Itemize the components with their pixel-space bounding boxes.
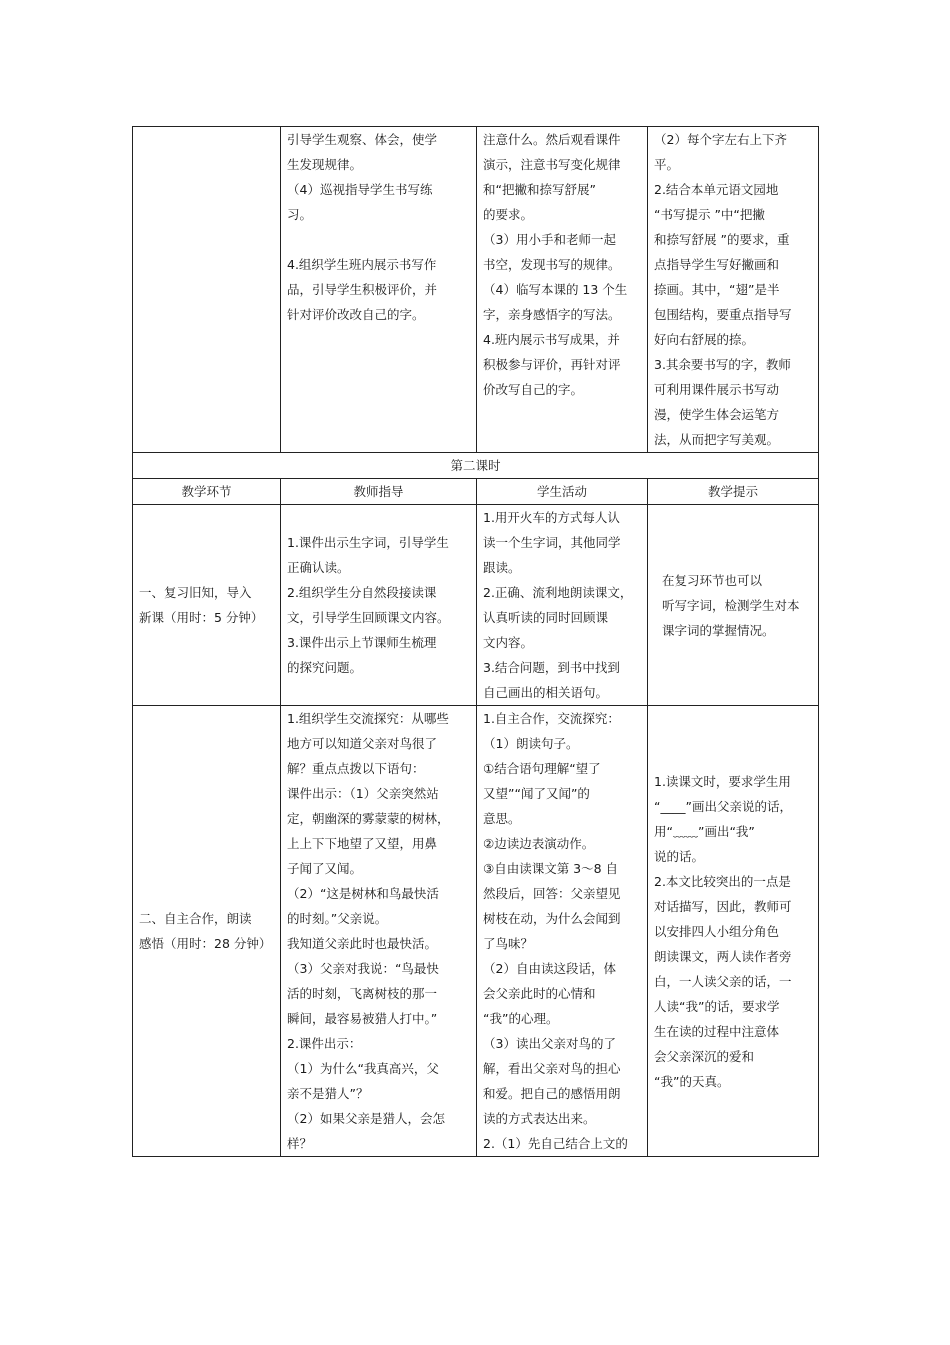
text-line: 好向右舒展的捺。 [654,332,755,347]
text-line: 瞬间，最容易被猎人打中。” [287,1011,438,1026]
text-line: “我”的天真。 [654,1073,730,1089]
text-line: 以安排四人小组分角色 [654,923,780,939]
text-line: 在复习环节也可以 [662,572,763,588]
text-line: 习。 [287,207,313,222]
text-line: 朗读课文，两人读作者旁 [654,948,792,964]
text-line: 亲不是猎人”？ [287,1086,369,1101]
text-line: 听写字词，检测学生对本 [662,597,800,613]
cell-tip-review [648,505,819,706]
cell-teacher-review [281,505,477,706]
text-line: 说的话。 [654,848,705,864]
text-line: 读的方式表达出来。 [483,1111,596,1126]
text-line: 4.班内展示书写成果，并 [483,332,620,347]
text-line: 2.正确、流利地朗读课文， [483,585,633,600]
text-line: （2）“这是树林和鸟最快活 [287,886,439,901]
text-line: 的要求。 [483,207,534,222]
text-line: 文内容。 [483,635,534,650]
text-line: 和爱。把自己的感悟用朗 [483,1086,621,1101]
text-line: 活的时刻，飞离树枝的那一 [287,986,438,1001]
text-line [287,227,470,252]
text-line: 3.其余要书写的字，教师 [654,357,791,372]
text-line: 价改写自己的字。 [483,382,584,397]
text-line: 漫，使学生体会运笔方 [654,407,780,422]
text-line: （1）朗读句子。 [483,736,579,751]
text-line: 生发现规律。 [287,157,363,172]
text-line: 自己画出的相关语句。 [483,685,609,700]
review-row [133,505,819,706]
text-line: 2.本文比较突出的一点是 [654,873,791,889]
text-line: 2.（1）先自己结合上文的 [483,1136,628,1151]
text-line: 了鸟味？ [483,936,534,951]
text-line: 地方可以知道父亲对鸟很了 [287,736,438,751]
text-line: 文，引导学生回顾课文内容。 [287,610,450,625]
text-line: （4）巡视指导学生书写练 [287,182,433,197]
text-line: “我”的心理。 [483,1011,559,1026]
header-tip: 教学提示 [648,479,819,505]
text-line: 感悟（用时：28 分钟） [139,936,272,951]
text-line: 解，看出父亲对鸟的担心 [483,1061,621,1076]
text-line: （2）自由读这段话，体 [483,961,616,976]
text-line: 捺画。其中，“翅”是半 [654,282,780,297]
text-line: 树枝在动，为什么会闻到 [483,911,621,926]
text-line: 针对评价改改自己的字。 [287,307,425,322]
text-line: 认真听读的同时回顾课 [483,610,609,625]
header-teacher: 教师指导 [281,479,477,505]
text-line: （1）为什么“我真高兴，父 [287,1061,439,1076]
cell-stage-review [133,505,281,706]
text-line: 3.课件出示上节课师生梳理 [287,635,437,650]
section-title-row [133,453,819,479]
text-line: 1.课件出示生字词，引导学生 [287,535,449,550]
text-line: （3）父亲对我说：“鸟最快 [287,961,439,976]
text-line: 1.自主合作，交流探究： [483,711,620,726]
text-line: 2.结合本单元语文园地 [654,182,779,197]
lesson-plan-table [132,126,819,1157]
text-line: 用“﹏﹏”画出“我” [654,823,755,839]
cell-student-continued [477,127,648,453]
text-line: 品，引导学生积极评价，并 [287,282,438,297]
cell-tip-reading [648,706,819,1157]
text-line: ①结合语句理解“望了 [483,761,601,776]
text-line: 点指导学生写好撇画和 [654,257,780,272]
text-line: 的时刻。”父亲说。 [287,911,388,926]
text-line: 2.组织学生分自然段接读课 [287,585,437,600]
text-line: 我知道父亲此时也最快活。 [287,936,438,951]
text-line: 和捺写舒展 ”的要求，重 [654,232,790,247]
reading-row [133,706,819,1157]
text-line: 和“把撇和捺写舒展” [483,182,596,197]
text-line: 平。 [654,157,680,172]
text-line: 包围结构，要重点指导写 [654,307,792,322]
text-line: 生在读的过程中注意体 [654,1023,780,1039]
text-line: 解？重点点拨以下语句： [287,761,425,776]
text-line: 又望”“闻了又闻”的 [483,786,590,801]
cell-student-reading [477,706,648,1157]
cell-tip-continued [648,127,819,453]
text-line: （3）用小手和老师一起 [483,232,616,247]
text-line: 积极参与评价，再针对评 [483,357,621,372]
text-line: 引导学生观察、体会，使学 [287,132,438,147]
text-line: 可利用课件展示书写动 [654,382,780,397]
text-line: 课件出示：（1）父亲突然站 [287,786,439,801]
text-line: “____”画出父亲说的话， [654,798,792,814]
text-line: ③自由读课文第 3～8 自 [483,861,619,876]
cell-teacher-continued [281,127,477,453]
text-line: 样？ [287,1136,313,1151]
text-line: 意思。 [483,811,521,826]
header-student: 学生活动 [477,479,648,505]
text-line: 1.读课文时，要求学生用 [654,773,791,789]
text-line: 法，从而把字写美观。 [654,432,780,447]
text-line: 人读“我”的话，要求学 [654,998,780,1014]
text-line: 二、自主合作，朗读 [139,911,252,926]
text-line: ②边读边表演动作。 [483,836,595,851]
continued-row [133,127,819,453]
text-line: 书空，发现书写的规律。 [483,257,621,272]
text-line: 4.组织学生班内展示书写作 [287,257,437,272]
text-line: 字，亲身感悟字的写法。 [483,307,621,322]
text-line: 白，一人读父亲的话，一 [654,973,792,989]
text-line: 子闻了又闻。 [287,861,363,876]
text-line: （3）读出父亲对鸟的了 [483,1036,616,1051]
header-stage: 教学环节 [133,479,281,505]
text-line: 1.用开火车的方式每人认 [483,510,620,525]
cell-stage-continued [133,127,281,453]
text-line: 对话描写，因此，教师可 [654,898,792,914]
text-line: （4）临写本课的 13 个生 [483,282,628,297]
text-line: 上上下下地望了又望，用鼻 [287,836,438,851]
text-line: 一、复习旧知，导入 [139,585,252,600]
text-line: “书写提示 ”中“把撇 [654,207,765,222]
text-line: 演示，注意书写变化规律 [483,157,621,172]
cell-teacher-reading [281,706,477,1157]
text-line: 的探究问题。 [287,660,363,675]
cell-student-review [477,505,648,706]
text-line: 读一个生字词，其他同学 [483,535,621,550]
text-line: 跟读。 [483,560,521,575]
text-line: （2）如果父亲是猎人，会怎 [287,1111,445,1126]
text-line: （2）每个字左右上下齐 [654,132,787,147]
text-line: 会父亲此时的心情和 [483,986,596,1001]
text-line: 会父亲深沉的爱和 [654,1048,755,1064]
text-line: 正确认读。 [287,560,350,575]
text-line: 3.结合问题，到书中找到 [483,660,620,675]
text-line: 然段后，回答：父亲望见 [483,886,621,901]
text-line: 注意什么。然后观看课件 [483,132,621,147]
cell-stage-reading [133,706,281,1157]
text-line: 2.课件出示： [287,1036,362,1051]
section-title: 第二课时 [133,453,819,479]
text-line: 1.组织学生交流探究：从哪些 [287,711,449,726]
text-line: 定，朝幽深的雾蒙蒙的树林， [287,811,450,826]
text-line: 课字词的掌握情况。 [662,622,775,638]
text-line: 新课（用时：5 分钟） [139,610,264,625]
header-row [133,479,819,505]
